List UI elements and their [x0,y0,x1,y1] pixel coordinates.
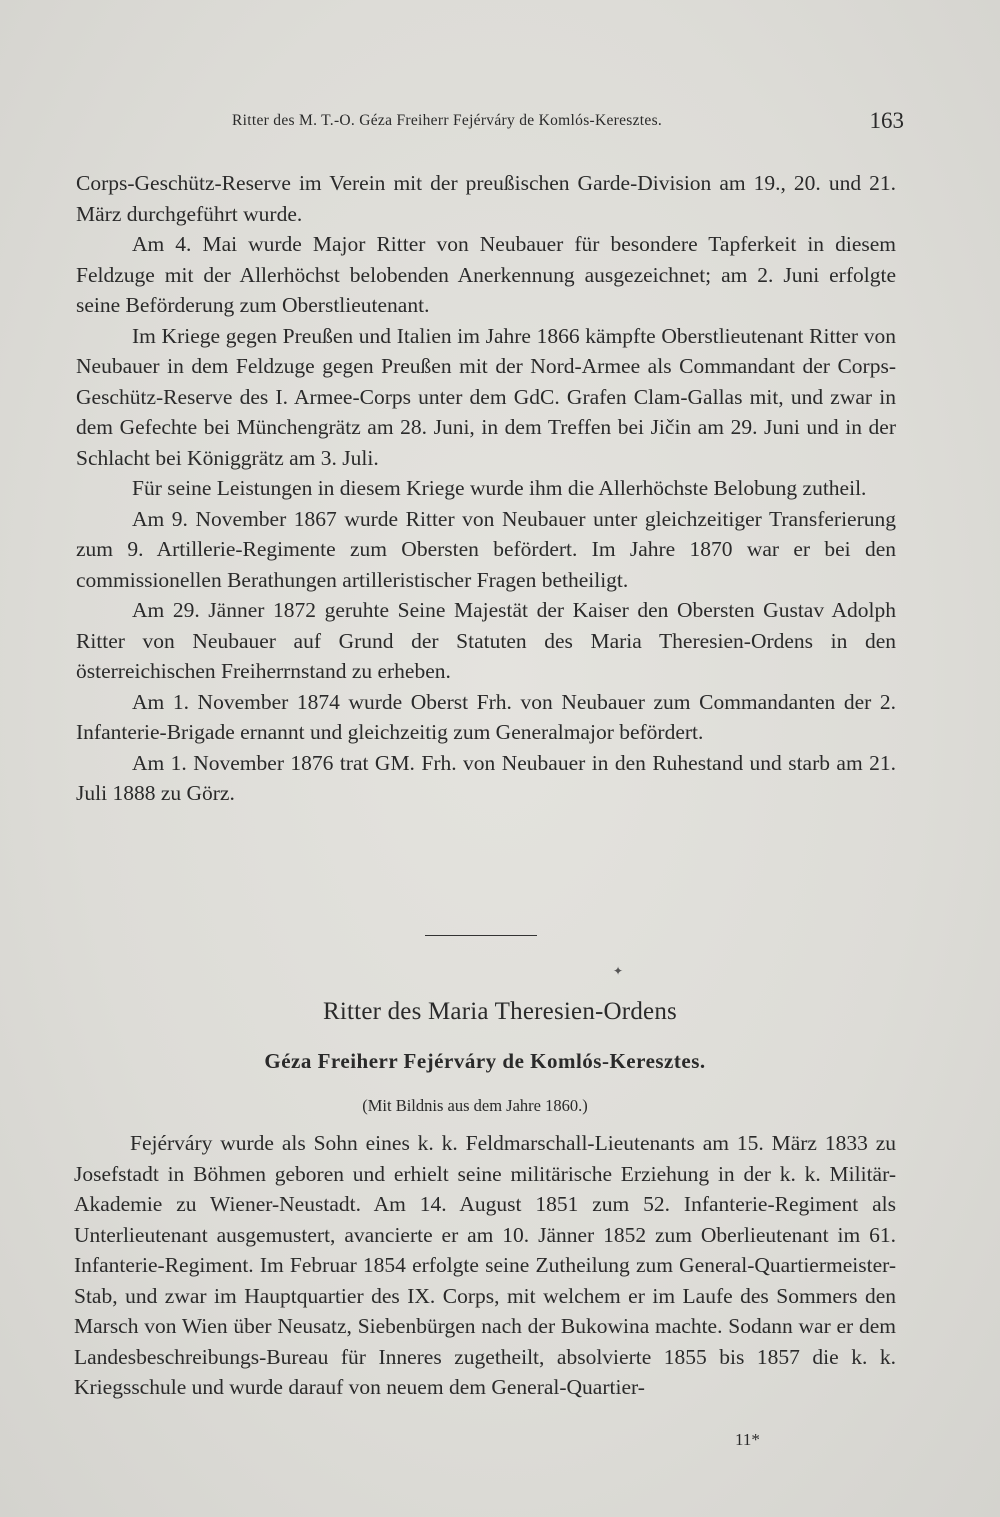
paragraph-6: Am 29. Jänner 1872 geruhte Seine Majestät der Kaiser den Obersten Gustav Adolph Ritter von Neubauer auf Grund der Statuten des Maria Theresien-Ordens in den österreichischen Freiherrnstand zu erheben. [76,598,896,683]
running-head: Ritter des M. T.-O. Géza Freiherr Fejérváry de Komlós-Keresztes. [232,112,663,129]
section-subtitle: Géza Freiherr Fejérváry de Komlós-Keresztes. [264,1049,706,1073]
paragraph-9: Fejérváry wurde als Sohn eines k. k. Feldmarschall-Lieutenants am 15. März 1833 zu Josefstadt in Böhmen geboren und erhielt seine militärische Erziehung in der k. k. Militär-Akademie zu Wiener-Neustadt. Am 14. August 1851 zum 52. Infanterie-Regiment als Unterlieutenant ausgemustert, avancierte er am 10. Jänner 1852 zum Oberlieutenant im 61. Infanterie-Regiment. Im Februar 1854 erfolgte seine Zutheilung zum General-Quartiermeister-Stab, und zwar im Hauptquartier des IX. Corps, mit welchem er im Laufe des Sommers den Marsch von Wien über Neusatz, Siebenbürgen nach der Bukowina machte. Sodann war er dem Landesbeschreibungs-Bureau für Inneres zugetheilt, absolvierte 1855 bis 1857 die k. k. Kriegsschule und wurde darauf von neuem dem General-Quartier- [74,1131,896,1399]
paragraph-4: Für seine Leistungen in diesem Kriege wurde ihm die Allerhöchste Belobung zutheil. [132,476,867,500]
ornament-mark: ✦ [613,964,624,978]
paragraph-3: Im Kriege gegen Preußen und Italien im Jahre 1866 kämpfte Oberstlieutenant Ritter von Neubauer in dem Feldzuge gegen Preußen mit der Nord-Armee als Commandant der Corps-Geschütz-Reserve des I. Armee-Corps unter dem GdC. Grafen Clam-Gallas mit, und zwar in dem Gefechte bei Münchengrätz am 28. Juni, in dem Treffen bei Jičin am 29. Juni und in der Schlacht bei Königgrätz am 3. Juli. [76,323,896,470]
section-note: (Mit Bildnis aus dem Jahre 1860.) [362,1096,588,1115]
paragraph-5: Am 9. November 1867 wurde Ritter von Neubauer unter gleichzeitiger Transferierung zum 9. Artillerie-Regimente zum Obersten befördert. Im Jahre 1870 war er bei den commissionellen Berathungen artilleristischer Fragen betheiligt. [76,506,896,592]
paragraph-8: Am 1. November 1876 trat GM. Frh. von Neubauer in den Ruhestand und starb am 21. Juli 1888 zu Görz. [76,750,896,805]
page-number: 163 [869,108,904,133]
section-2-body [74,1128,896,1403]
paragraph-2: Am 4. Mai wurde Major Ritter von Neubauer für besondere Tapferkeit in diesem Feldzuge mit der Allerhöchst belobenden Anerkennung ausgezeichnet; am 2. Juni erfolgte seine Beförderung zum Oberstlieutenant. [76,232,896,317]
paragraph-7: Am 1. November 1874 wurde Oberst Frh. von Neubauer zum Commandanten der 2. Infanterie-Brigade ernannt und gleichzeitig zum Generalmajor befördert. [76,689,896,744]
section-divider [425,935,537,936]
page-header [232,108,904,138]
section-title: Ritter des Maria Theresien-Ordens [323,998,677,1025]
signature-mark: 11* [735,1430,760,1449]
paragraph-1: Corps-Geschütz-Reserve im Verein mit der preußischen Garde-Division am 19., 20. und 21. März durchgeführt wurde. [76,171,896,226]
section-1-body [76,168,896,809]
